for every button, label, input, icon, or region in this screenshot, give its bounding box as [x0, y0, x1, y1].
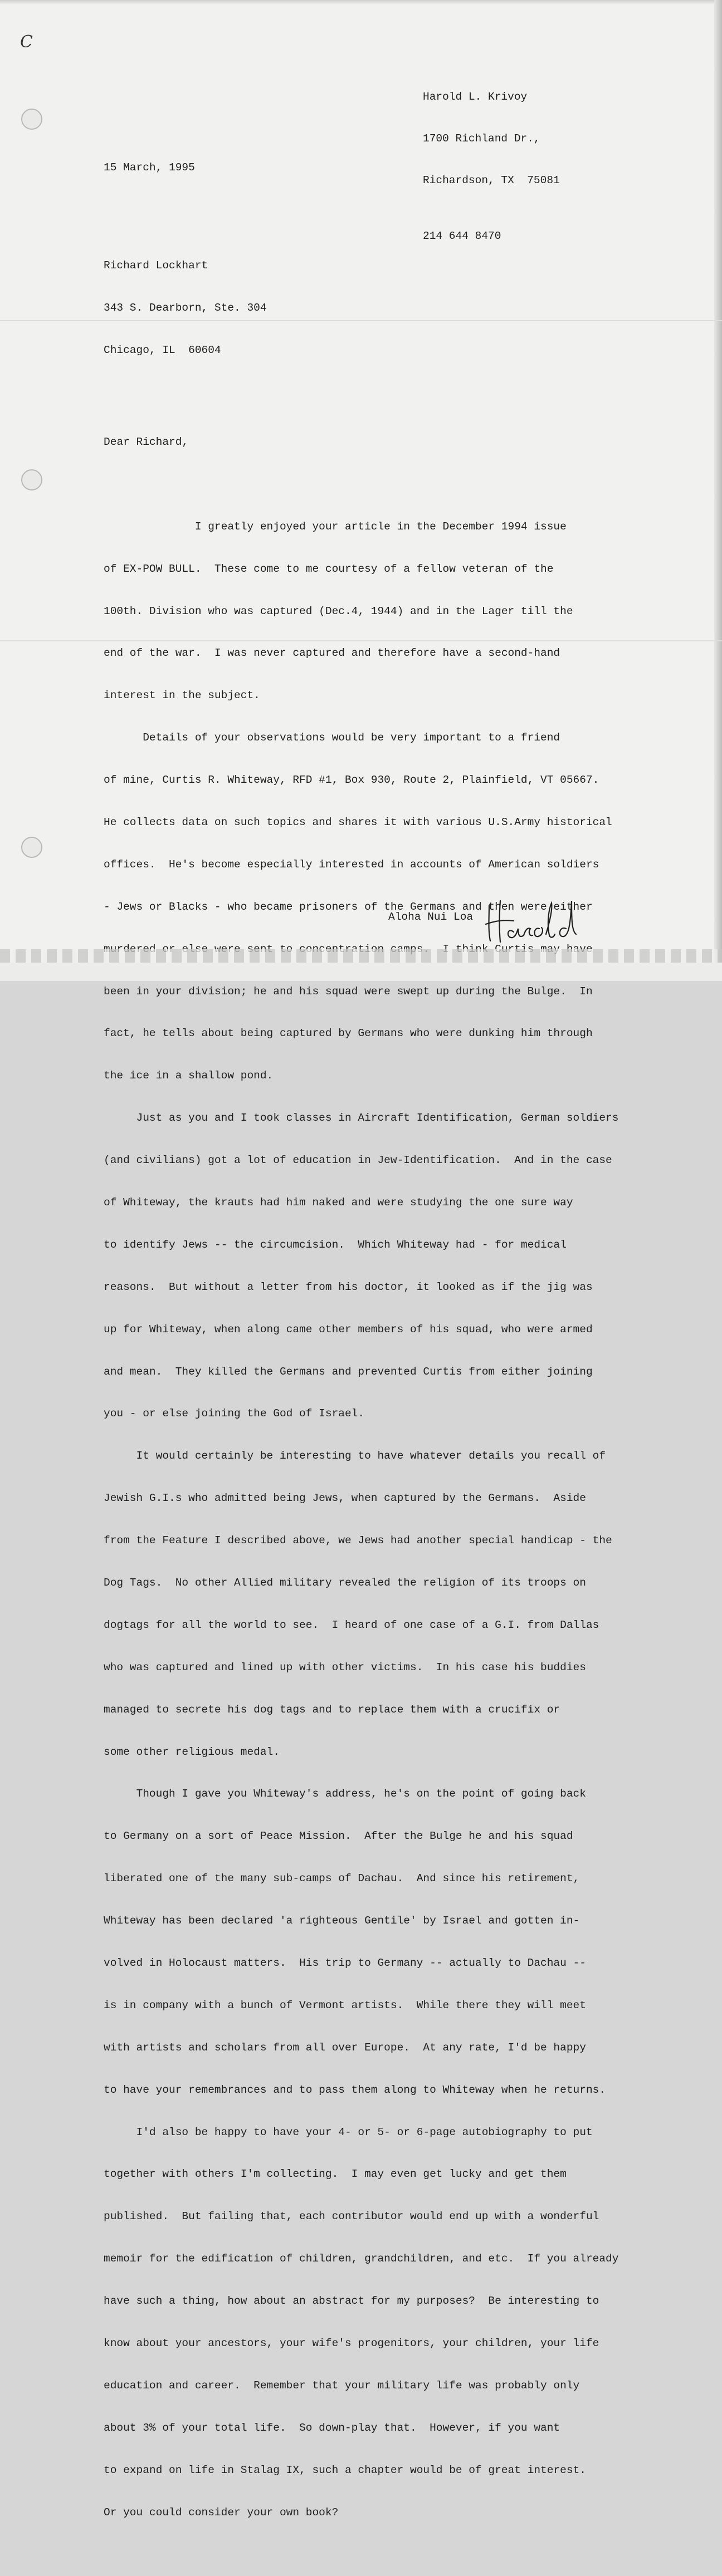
- sender-street: 1700 Richland Dr.,: [423, 133, 540, 145]
- body-line: with artists and scholars from all over Europe. At any rate, I'd be happy: [104, 2041, 586, 2054]
- body-line: end of the war. I was never captured and therefore have a second-hand: [104, 647, 560, 660]
- body-line: up for Whiteway, when along came other members of his squad, who were armed: [104, 1323, 593, 1336]
- body-line: managed to secrete his dog tags and to replace them with a crucifix or: [104, 1703, 560, 1716]
- body-line: together with others I'm collecting. I may even get lucky and get them: [104, 2168, 567, 2181]
- body-line: have such a thing, how about an abstract for my purposes? Be interesting to: [104, 2295, 599, 2308]
- body-line: Though I gave you Whiteway's address, he's on the point of going back: [104, 1788, 586, 1800]
- top-edge-shadow: [0, 0, 722, 4]
- body-line: been in your division; he and his squad were swept up during the Bulge. In: [104, 985, 593, 998]
- handwritten-corner-mark: C: [20, 32, 33, 52]
- signature-harold-svg: [484, 895, 578, 945]
- body-line: some other religious medal.: [104, 1745, 280, 1758]
- closing-phrase: Aloha Nui Loa: [388, 911, 474, 923]
- body-line: volved in Holocaust matters. His trip to Germany -- actually to Dachau --: [104, 1957, 586, 1969]
- body-line: published. But failing that, each contributor would end up with a wonderful: [104, 2210, 599, 2223]
- recipient-address-block: [104, 231, 618, 386]
- body-line: dogtags for all the world to see. I heard of one case of a G.I. from Dallas: [104, 1618, 599, 1631]
- body-line: who was captured and lined up with other victims. In his case his buddies: [104, 1661, 586, 1674]
- body-line: know about your ancestors, your wife's progenitors, your children, your life: [104, 2337, 599, 2350]
- letter-body-text: [104, 492, 618, 2548]
- body-line: (and civilians) got a lot of education in Jew-Identification. And in the case: [104, 1154, 612, 1167]
- body-line: I'd also be happy to have your 4- or 5- or 6-page autobiography to put: [104, 2126, 593, 2138]
- sender-phone: 214 644 8470: [423, 230, 501, 242]
- body-line: Or you could consider your own book?: [104, 2506, 339, 2519]
- letter-date: 15 March, 1995: [104, 161, 195, 174]
- body-line: is in company with a bunch of Vermont artists. While there they will meet: [104, 1999, 586, 2011]
- recipient-city: Chicago, IL 60604: [104, 344, 221, 357]
- body-line: to Germany on a sort of Peace Mission. After the Bulge he and his squad: [104, 1830, 573, 1843]
- body-line: Just as you and I took classes in Aircraft Identification, German soldiers: [104, 1112, 619, 1125]
- body-line: I greatly enjoyed your article in the December 1994 issue: [104, 520, 567, 533]
- body-line: fact, he tells about being captured by Germans who were dunking him through: [104, 1027, 593, 1040]
- body-line: interest in the subject.: [104, 689, 260, 702]
- right-edge-shadow: [714, 0, 722, 981]
- body-line: Details of your observations would be very important to a friend: [104, 732, 560, 744]
- salutation: Dear Richard,: [104, 435, 189, 448]
- binder-strip: [0, 949, 722, 963]
- body-line: you - or else joining the God of Israel.: [104, 1407, 365, 1420]
- body-line: and mean. They killed the Germans and prevented Curtis from either joining: [104, 1365, 593, 1378]
- body-line: of EX-POW BULL. These come to me courtesy of a fellow veteran of the: [104, 562, 554, 575]
- body-line: reasons. But without a letter from his doctor, it looked as if the jig was: [104, 1280, 593, 1293]
- body-line: the ice in a shallow pond.: [104, 1069, 274, 1082]
- punch-hole-top: [21, 109, 42, 130]
- recipient-street: 343 S. Dearborn, Ste. 304: [104, 302, 267, 315]
- letter-body-block: [104, 133, 618, 2576]
- sender-city: Richardson, TX 75081: [423, 174, 560, 187]
- handwritten-signature: [484, 895, 578, 948]
- body-line: 100th. Division who was captured (Dec.4, 1944) and in the Lager till the: [104, 605, 573, 617]
- body-line: Dog Tags. No other Allied military revealed the religion of its troops on: [104, 1576, 586, 1589]
- punch-hole-middle: [21, 469, 42, 490]
- body-line: to identify Jews -- the circumcision. Which Whiteway had - for medical: [104, 1238, 567, 1251]
- body-line: about 3% of your total life. So down-play that. However, if you want: [104, 2421, 560, 2434]
- punch-hole-bottom: [21, 837, 42, 858]
- recipient-name: Richard Lockhart: [104, 259, 208, 272]
- body-line: to have your remembrances and to pass them along to Whiteway when he returns.: [104, 2083, 606, 2096]
- body-line: It would certainly be interesting to have whatever details you recall of: [104, 1450, 606, 1463]
- body-line: from the Feature I described above, we Jews had another special handicap - the: [104, 1534, 612, 1547]
- sender-name: Harold L. Krivoy: [423, 91, 528, 103]
- body-line: of mine, Curtis R. Whiteway, RFD #1, Box 930, Route 2, Plainfield, VT 05667.: [104, 774, 599, 787]
- body-line: He collects data on such topics and shares it with various U.S.Army historical: [104, 816, 612, 828]
- body-line: liberated one of the many sub-camps of Dachau. And since his retirement,: [104, 1872, 580, 1885]
- body-line: to expand on life in Stalag IX, such a chapter would be of great interest.: [104, 2464, 586, 2476]
- bottom-margin-band: [0, 963, 722, 981]
- body-line: Whiteway has been declared 'a righteous Gentile' by Israel and gotten in-: [104, 1915, 580, 1927]
- body-line: of Whiteway, the krauts had him naked and were studying the one sure way: [104, 1196, 573, 1209]
- body-line: - Jews or Blacks - who became prisoners of the Germans and then were either: [104, 900, 593, 913]
- body-line: memoir for the edification of children, grandchildren, and etc. If you already: [104, 2253, 619, 2265]
- body-line: offices. He's become especially interested in accounts of American soldiers: [104, 858, 599, 871]
- body-line: Jewish G.I.s who admitted being Jews, when captured by the Germans. Aside: [104, 1492, 586, 1505]
- body-line: education and career. Remember that your military life was probably only: [104, 2379, 580, 2392]
